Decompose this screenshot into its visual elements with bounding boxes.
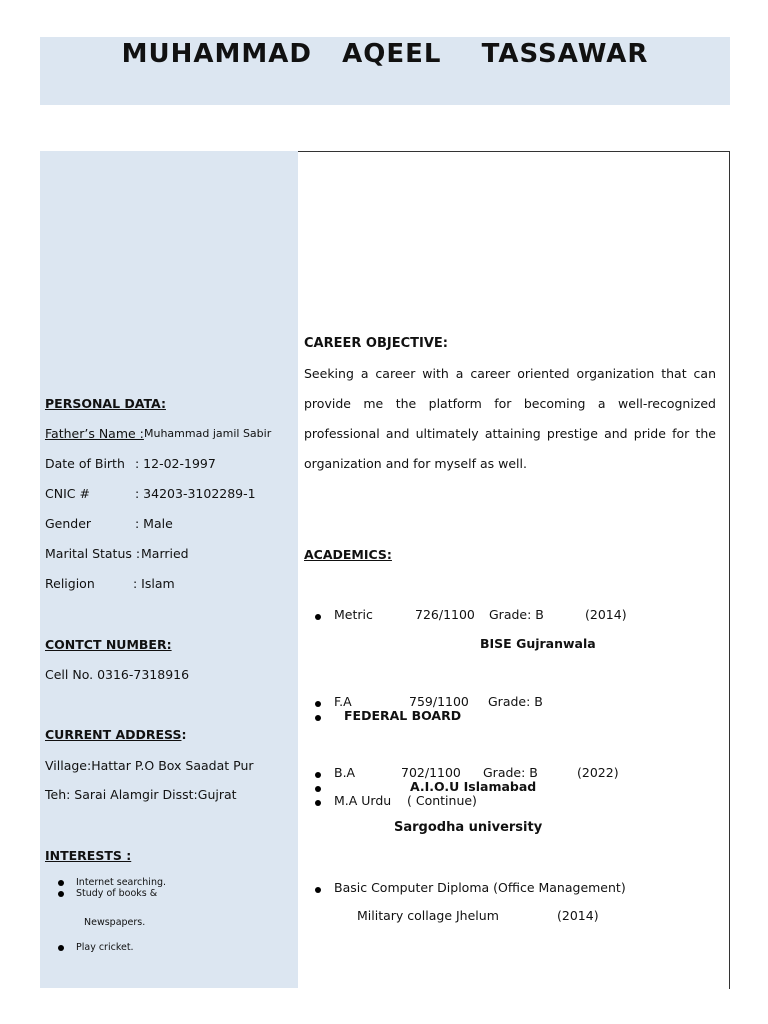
ba-marks: 702/1100: [401, 765, 461, 780]
bullet-icon: [315, 701, 321, 707]
interest-item: Internet searching.: [76, 877, 167, 888]
religion-value: : Islam: [133, 576, 175, 591]
bullet-icon: [315, 715, 321, 721]
fa-marks: 759/1100: [409, 694, 469, 709]
diploma-year: (2014): [557, 908, 599, 923]
address-heading-row: [45, 727, 187, 742]
marital-value: Married: [141, 546, 189, 561]
career-objective-heading: CAREER OBJECTIVE:: [304, 336, 448, 351]
metric-marks: 726/1100: [415, 607, 475, 622]
fa-board: FEDERAL BOARD: [344, 708, 462, 723]
personal-data-heading: PERSONAL DATA:: [45, 396, 166, 411]
fa-grade: Grade: B: [488, 694, 543, 709]
bullet-icon: [315, 614, 321, 620]
contact-heading: CONTCT NUMBER:: [45, 637, 172, 652]
candidate-name: MUHAMMAD AQEEL TASSAWAR: [121, 39, 649, 69]
gender-label: Gender: [45, 516, 92, 531]
bullet-icon: [58, 945, 64, 951]
gender-value: : Male: [135, 516, 173, 531]
father-name-value: Muhammad jamil Sabir: [144, 427, 272, 440]
ba-grade: Grade: B: [483, 765, 538, 780]
cell-number: Cell No. 0316-7318916: [45, 667, 190, 682]
ma-degree: M.A Urdu: [334, 793, 392, 808]
bullet-icon: [58, 891, 64, 897]
address-heading-colon: :: [181, 727, 187, 742]
ma-university: Sargodha university: [394, 820, 543, 835]
interests-heading: INTERESTS :: [45, 848, 132, 863]
cnic-value: : 34203-3102289-1: [135, 486, 256, 501]
address-line-2: Teh: Sarai Alamgir Disst:Gujrat: [45, 787, 237, 802]
ba-degree: B.A: [334, 765, 356, 780]
address-line-1: Village:Hattar P.O Box Saadat Pur: [45, 758, 254, 773]
ma-status: ( Continue): [407, 793, 477, 808]
metric-board: BISE Gujranwala: [480, 636, 596, 651]
bullet-icon: [315, 772, 321, 778]
diploma-institute: Military collage Jhelum: [357, 908, 499, 923]
career-objective-text: Seeking a career with a career oriented organization that can provide me the platform for becoming a well-recognized professional and ultimately attaining prestige and pride for the organization and for myself as well.: [304, 366, 716, 471]
interest-item-continued: Newspapers.: [84, 917, 146, 928]
diploma-title: Basic Computer Diploma (Office Management): [334, 880, 626, 895]
ba-board: A.I.O.U Islamabad: [410, 779, 537, 794]
name-banner: [40, 37, 730, 105]
dob-label: Date of Birth: [45, 456, 125, 471]
religion-label: Religion: [45, 576, 95, 591]
metric-degree: Metric: [334, 607, 373, 622]
metric-year: (2014): [585, 607, 627, 622]
ba-year: (2022): [577, 765, 619, 780]
metric-grade: Grade: B: [489, 607, 544, 622]
main-panel: [298, 151, 730, 989]
father-name-label: Father’s Name :: [45, 426, 144, 441]
marital-label: Marital Status :: [45, 546, 141, 561]
academics-heading: ACADEMICS:: [304, 547, 392, 562]
bullet-icon: [315, 800, 321, 806]
fa-degree: F.A: [334, 694, 352, 709]
cnic-label: CNIC #: [45, 486, 90, 501]
interest-item: Play cricket.: [76, 942, 134, 953]
interest-item: Study of books &: [76, 888, 158, 899]
bullet-icon: [315, 887, 321, 893]
address-heading: CURRENT ADDRESS: [45, 727, 182, 742]
dob-value: : 12-02-1997: [135, 456, 216, 471]
bullet-icon: [315, 786, 321, 792]
bullet-icon: [58, 880, 64, 886]
